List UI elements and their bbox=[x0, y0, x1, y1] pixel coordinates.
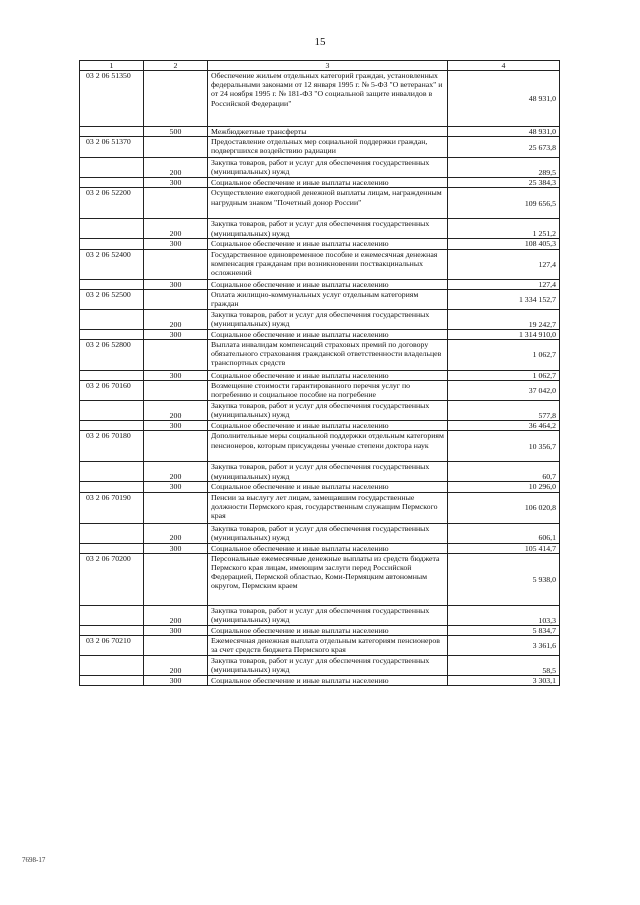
column-header-name: 3 bbox=[208, 61, 448, 71]
table-row bbox=[80, 636, 560, 656]
row-expense-type bbox=[144, 188, 208, 219]
table-row bbox=[80, 482, 560, 492]
table-row bbox=[80, 492, 560, 523]
document-footer-code: 7698-17 bbox=[22, 856, 46, 864]
row-amount: 1 062,7 bbox=[448, 371, 560, 381]
row-expense-type: 200 bbox=[144, 462, 208, 482]
row-name: Осуществление ежегодной денежной выплаты лицам, награжденным нагрудным знаком "Почетный донор России" bbox=[208, 188, 448, 219]
row-expense-type bbox=[144, 553, 208, 605]
row-name: Социальное обеспечение и иные выплаты населению bbox=[208, 279, 448, 289]
row-name: Дополнительные меры социальной поддержки отдельным категориям пенсионеров, которым присуждены ученые степени доктора наук bbox=[208, 431, 448, 462]
row-amount: 1 314 910,0 bbox=[448, 329, 560, 339]
row-expense-type bbox=[144, 381, 208, 401]
row-code: 03 2 06 70180 bbox=[80, 431, 144, 462]
table-row bbox=[80, 676, 560, 686]
row-name: Социальное обеспечение и иные выплаты населению bbox=[208, 178, 448, 188]
row-code bbox=[80, 371, 144, 381]
row-name: Государственное единовременное пособие и ежемесячная денежная компенсация гражданам при возникновении поствакцинальных осложнений bbox=[208, 249, 448, 279]
table-row bbox=[80, 381, 560, 401]
table-row bbox=[80, 137, 560, 158]
row-expense-type: 200 bbox=[144, 401, 208, 421]
row-code bbox=[80, 219, 144, 239]
row-name: Закупка товаров, работ и услуг для обеспечения государственных (муниципальных) нужд bbox=[208, 523, 448, 543]
row-code bbox=[80, 239, 144, 249]
table-row bbox=[80, 605, 560, 625]
row-amount: 5 834,7 bbox=[448, 625, 560, 635]
row-amount: 19 242,7 bbox=[448, 309, 560, 329]
row-code bbox=[80, 279, 144, 289]
table-row bbox=[80, 553, 560, 605]
row-amount: 1 062,7 bbox=[448, 340, 560, 371]
row-name: Социальное обеспечение и иные выплаты населению bbox=[208, 625, 448, 635]
row-expense-type bbox=[144, 249, 208, 279]
row-amount: 109 656,5 bbox=[448, 188, 560, 219]
row-code bbox=[80, 309, 144, 329]
row-code bbox=[80, 401, 144, 421]
table-row bbox=[80, 421, 560, 431]
row-code bbox=[80, 676, 144, 686]
table-row bbox=[80, 188, 560, 219]
row-name: Социальное обеспечение и иные выплаты населению bbox=[208, 482, 448, 492]
column-header-code: 1 bbox=[80, 61, 144, 71]
row-name: Социальное обеспечение и иные выплаты населению bbox=[208, 543, 448, 553]
row-code: 03 2 06 52200 bbox=[80, 188, 144, 219]
table-row bbox=[80, 543, 560, 553]
table-row bbox=[80, 371, 560, 381]
table-header bbox=[80, 61, 560, 71]
row-name: Персональные ежемесячные денежные выплаты из средств бюджета Пермского края лицам, имеющим заслуги перед Российской Федерацией, Пермской областью, Коми-Пермяцким автономным округом, Пермским краем bbox=[208, 553, 448, 605]
row-code bbox=[80, 462, 144, 482]
table-row bbox=[80, 431, 560, 462]
row-expense-type bbox=[144, 340, 208, 371]
row-expense-type: 200 bbox=[144, 309, 208, 329]
row-amount: 108 405,3 bbox=[448, 239, 560, 249]
row-name: Межбюджетные трансферты bbox=[208, 127, 448, 137]
row-code: 03 2 06 51370 bbox=[80, 137, 144, 158]
row-name: Закупка товаров, работ и услуг для обеспечения государственных (муниципальных) нужд bbox=[208, 605, 448, 625]
column-header-amount: 4 bbox=[448, 61, 560, 71]
row-name: Возмещение стоимости гарантированного перечня услуг по погребению и социальное пособие на погребение bbox=[208, 381, 448, 401]
row-code bbox=[80, 127, 144, 137]
row-amount: 60,7 bbox=[448, 462, 560, 482]
row-name: Обеспечение жильем отдельных категорий граждан, установленных федеральными законами от 12 января 1995 г. № 5-ФЗ "О ветеранах" и от 24 ноября 1995 г. № 181-ФЗ "О социальной защите инвалидов в Российской Федерации" bbox=[208, 71, 448, 127]
table-row bbox=[80, 158, 560, 178]
row-amount: 10 296,0 bbox=[448, 482, 560, 492]
table-row bbox=[80, 656, 560, 676]
row-expense-type: 300 bbox=[144, 239, 208, 249]
row-expense-type: 300 bbox=[144, 178, 208, 188]
row-name: Закупка товаров, работ и услуг для обеспечения государственных (муниципальных) нужд bbox=[208, 656, 448, 676]
row-expense-type: 300 bbox=[144, 543, 208, 553]
row-code bbox=[80, 625, 144, 635]
table-row bbox=[80, 462, 560, 482]
row-expense-type: 300 bbox=[144, 421, 208, 431]
table-row bbox=[80, 219, 560, 239]
row-expense-type bbox=[144, 636, 208, 656]
row-code bbox=[80, 158, 144, 178]
row-expense-type: 200 bbox=[144, 605, 208, 625]
table-row bbox=[80, 127, 560, 137]
row-code bbox=[80, 178, 144, 188]
row-expense-type: 300 bbox=[144, 329, 208, 339]
row-name: Пенсии за выслугу лет лицам, замещавшим государственные должности Пермского края, государственным служащим Пермского края bbox=[208, 492, 448, 523]
row-amount: 37 042,0 bbox=[448, 381, 560, 401]
row-expense-type: 300 bbox=[144, 371, 208, 381]
row-name: Социальное обеспечение и иные выплаты населению bbox=[208, 239, 448, 249]
table-row bbox=[80, 178, 560, 188]
row-code: 03 2 06 52400 bbox=[80, 249, 144, 279]
row-name: Социальное обеспечение и иные выплаты населению bbox=[208, 329, 448, 339]
row-name: Социальное обеспечение и иные выплаты населению bbox=[208, 676, 448, 686]
row-amount: 289,5 bbox=[448, 158, 560, 178]
row-expense-type bbox=[144, 137, 208, 158]
row-expense-type: 300 bbox=[144, 625, 208, 635]
row-name: Социальное обеспечение и иные выплаты населению bbox=[208, 421, 448, 431]
row-code: 03 2 06 52800 bbox=[80, 340, 144, 371]
row-code: 03 2 06 51350 bbox=[80, 71, 144, 127]
row-amount: 1 251,2 bbox=[448, 219, 560, 239]
row-expense-type: 200 bbox=[144, 656, 208, 676]
row-amount: 105 414,7 bbox=[448, 543, 560, 553]
row-expense-type bbox=[144, 289, 208, 309]
row-expense-type: 300 bbox=[144, 676, 208, 686]
row-amount: 577,8 bbox=[448, 401, 560, 421]
row-expense-type bbox=[144, 71, 208, 127]
row-expense-type: 200 bbox=[144, 523, 208, 543]
table-row bbox=[80, 329, 560, 339]
row-code: 03 2 06 70160 bbox=[80, 381, 144, 401]
row-name: Закупка товаров, работ и услуг для обеспечения государственных (муниципальных) нужд bbox=[208, 158, 448, 178]
row-code bbox=[80, 482, 144, 492]
row-amount: 606,1 bbox=[448, 523, 560, 543]
page-number: 15 bbox=[314, 36, 326, 48]
row-amount: 5 938,0 bbox=[448, 553, 560, 605]
row-code: 03 2 06 70190 bbox=[80, 492, 144, 523]
table-row bbox=[80, 625, 560, 635]
table-row bbox=[80, 523, 560, 543]
row-amount: 1 334 152,7 bbox=[448, 289, 560, 309]
row-name: Выплата инвалидам компенсаций страховых премий по договору обязательного страхования гражданской ответственности владельцев транспортных средств bbox=[208, 340, 448, 371]
row-amount: 103,3 bbox=[448, 605, 560, 625]
table-row bbox=[80, 401, 560, 421]
row-amount: 48 931,0 bbox=[448, 71, 560, 127]
row-expense-type bbox=[144, 492, 208, 523]
row-amount: 3 361,6 bbox=[448, 636, 560, 656]
row-name: Ежемесячная денежная выплата отдельным категориям пенсионеров за счет средств бюджета Пермского края bbox=[208, 636, 448, 656]
row-amount: 127,4 bbox=[448, 249, 560, 279]
table-row bbox=[80, 289, 560, 309]
row-name: Социальное обеспечение и иные выплаты населению bbox=[208, 371, 448, 381]
row-code: 03 2 06 70200 bbox=[80, 553, 144, 605]
row-amount: 48 931,0 bbox=[448, 127, 560, 137]
table-row bbox=[80, 71, 560, 127]
table-body bbox=[80, 71, 560, 686]
row-code bbox=[80, 329, 144, 339]
table-row bbox=[80, 309, 560, 329]
row-expense-type: 200 bbox=[144, 219, 208, 239]
table-row bbox=[80, 279, 560, 289]
row-amount: 25 384,3 bbox=[448, 178, 560, 188]
row-amount: 25 673,8 bbox=[448, 137, 560, 158]
row-code bbox=[80, 543, 144, 553]
row-code bbox=[80, 605, 144, 625]
row-amount: 3 303,1 bbox=[448, 676, 560, 686]
row-amount: 127,4 bbox=[448, 279, 560, 289]
row-name: Закупка товаров, работ и услуг для обеспечения государственных (муниципальных) нужд bbox=[208, 309, 448, 329]
row-name: Закупка товаров, работ и услуг для обеспечения государственных (муниципальных) нужд bbox=[208, 401, 448, 421]
row-name: Оплата жилищно-коммунальных услуг отдельным категориям граждан bbox=[208, 289, 448, 309]
row-expense-type bbox=[144, 431, 208, 462]
row-code bbox=[80, 421, 144, 431]
table-row bbox=[80, 239, 560, 249]
row-code bbox=[80, 656, 144, 676]
row-amount: 10 356,7 bbox=[448, 431, 560, 462]
column-header-expense-type: 2 bbox=[144, 61, 208, 71]
row-code bbox=[80, 523, 144, 543]
row-expense-type: 500 bbox=[144, 127, 208, 137]
row-code: 03 2 06 52500 bbox=[80, 289, 144, 309]
row-expense-type: 200 bbox=[144, 158, 208, 178]
row-name: Закупка товаров, работ и услуг для обеспечения государственных (муниципальных) нужд bbox=[208, 219, 448, 239]
row-amount: 106 020,8 bbox=[448, 492, 560, 523]
row-name: Закупка товаров, работ и услуг для обеспечения государственных (муниципальных) нужд bbox=[208, 462, 448, 482]
row-expense-type: 300 bbox=[144, 482, 208, 492]
row-name: Предоставление отдельных мер социальной поддержки граждан, подвергшихся воздействию радиации bbox=[208, 137, 448, 158]
row-amount: 58,5 bbox=[448, 656, 560, 676]
budget-table bbox=[79, 60, 560, 686]
row-amount: 36 464,2 bbox=[448, 421, 560, 431]
table-row bbox=[80, 249, 560, 279]
table-row bbox=[80, 340, 560, 371]
row-code: 03 2 06 70210 bbox=[80, 636, 144, 656]
row-expense-type: 300 bbox=[144, 279, 208, 289]
